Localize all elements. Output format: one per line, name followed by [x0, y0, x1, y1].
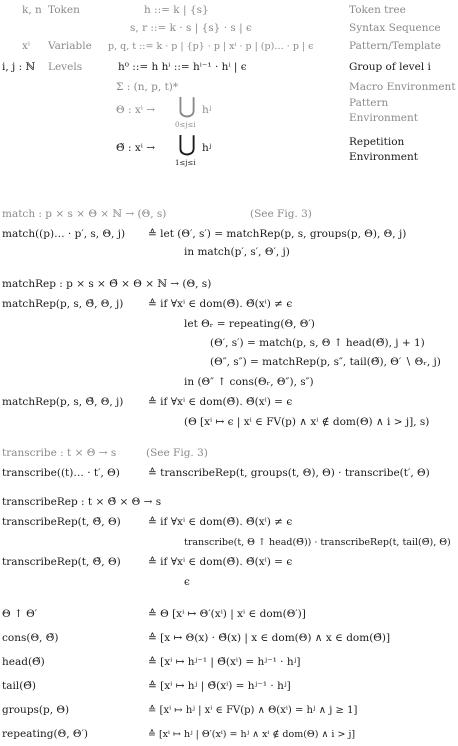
transcribe-rhs: ≙ transcribeRep(t, groups(t, Θ), Θ) · transcribe(t′, Θ) — [148, 467, 430, 479]
match-in-clause: in match(p′, s′, Θ′, j) — [184, 246, 290, 258]
definition-rhs: ≙ [xⁱ ↦ hʲ | Θ′(xⁱ) = hʲ ∧ xⁱ ∉ dom(Θ) ∧ i > j] — [148, 729, 356, 740]
matchrep-in-clause: in (Θ″ ↑ cons(Θᵣ, Θ″), s″) — [184, 376, 314, 388]
definition-rhs: ≙ [xⁱ ↦ hʲ | Θ̃(xⁱ) = hʲ⁻¹ · hʲ] — [148, 680, 291, 692]
union-range: 0≤j≤i — [175, 121, 196, 129]
grammar-description: Pattern/Template — [349, 40, 441, 52]
definition-lhs: Θ ↑ Θ′ — [2, 608, 38, 620]
definition-lhs: tail(Θ̃) — [2, 680, 36, 692]
transcriberep-signature: transcribeRep : t × Θ̃ × Θ → s — [2, 496, 162, 508]
definition-rhs: ≙ Θ [xⁱ ↦ Θ′(xⁱ) | xⁱ ∈ dom(Θ′)] — [148, 608, 306, 620]
matchrep-binding: (Θ″, s″) = matchRep(p, s″, tail(Θ̃), Θ′ ∖ Θᵣ, j) — [210, 356, 441, 368]
transcribe-lhs: transcribe((t)… · t′, Θ) — [2, 467, 120, 479]
matchrep-result: (Θ [xⁱ ↦ ϵ | xⁱ ∈ FV(p) ∧ xⁱ ∉ dom(Θ) ∧ i > j], s) — [184, 416, 430, 428]
grammar-description: Environment — [349, 112, 418, 124]
transcriberep-result: ϵ — [184, 576, 190, 588]
grammar-symbol: k, n — [22, 4, 42, 16]
grammar-description: Group of level i — [349, 61, 431, 73]
definition-lhs: repeating(Θ, Θ′) — [2, 728, 88, 740]
grammar-definition: s, r ::= k · s | {s} · s | ϵ — [130, 22, 252, 34]
matchrep-binding: (Θ′, s′) = match(p, s, Θ ↑ head(Θ̃), j + 1) — [210, 337, 425, 349]
grammar-symbol: i, j : ℕ — [2, 61, 36, 73]
grammar-definition: p, q, t ::= k · p | {p} · p | xⁱ · p | (p)… · p | ϵ — [108, 41, 314, 52]
grammar-definition: h⁰ ::= h hⁱ ::= hⁱ⁻¹ · hⁱ | ϵ — [118, 61, 247, 73]
union-symbol: ⋃ — [178, 132, 197, 157]
grammar-description: Pattern — [349, 97, 389, 109]
matchrep-lhs: matchRep(p, s, Θ̃, Θ, j) — [2, 298, 124, 310]
transcriberep-condition: ≙ if ∀xⁱ ∈ dom(Θ̃). Θ̃(xⁱ) ≠ ϵ — [148, 516, 293, 528]
definition-rhs: ≙ [x ↦ Θ(x) · Θ̃(x) | x ∈ dom(Θ) ∧ x ∈ dom(Θ̃)] — [148, 632, 391, 644]
grammar-description: Token tree — [349, 4, 406, 16]
theta-definition: Θ : xⁱ → — [116, 104, 155, 116]
definition-lhs: head(Θ̃) — [2, 656, 45, 668]
grammar-definition: h ::= k | {s} — [144, 4, 209, 16]
definition-lhs: cons(Θ, Θ̃) — [2, 632, 59, 644]
definition-lhs: groups(p, Θ) — [2, 704, 70, 716]
definition-rhs: ≙ [xⁱ ↦ hʲ | xⁱ ∈ FV(p) ∧ Θ(xⁱ) = hʲ ∧ j ≥ 1] — [148, 705, 358, 716]
transcriberep-lhs: transcribeRep(t, Θ̃, Θ) — [2, 556, 121, 568]
matchrep-condition: ≙ if ∀xⁱ ∈ dom(Θ̃). Θ̃(xⁱ) = ϵ — [148, 396, 293, 408]
grammar-definition: Σ : (n, p, t)* — [116, 81, 179, 93]
theta-codomain: hʲ — [202, 104, 212, 116]
match-lhs: match((p)… · p′, s, Θ, j) — [2, 228, 126, 240]
union-symbol: ⋃ — [178, 94, 197, 119]
grammar-name: Token — [48, 4, 80, 16]
grammar-description: Environment — [349, 151, 418, 163]
union-range: 1≤j≤i — [175, 159, 196, 167]
matchrep-let: let Θᵣ = repeating(Θ, Θ′) — [184, 318, 315, 330]
match-rhs: ≙ let (Θ′, s′) = matchRep(p, s, groups(p, Θ), Θ, j) — [148, 228, 407, 240]
transcriberep-result: transcribe(t, Θ ↑ head(Θ̃)) · transcribeRep(t, tail(Θ̃), Θ) — [184, 537, 451, 548]
definition-rhs: ≙ [xⁱ ↦ hʲ⁻¹ | Θ̃(xⁱ) = hʲ⁻¹ · hʲ] — [148, 656, 301, 668]
match-signature: match : p × s × Θ × ℕ → (Θ, s) — [2, 208, 167, 220]
figure-reference: (See Fig. 3) — [250, 208, 312, 220]
matchrep-signature: matchRep : p × s × Θ̃ × Θ × ℕ → (Θ, s) — [2, 278, 212, 290]
theta-tilde-definition: Θ̃ : xⁱ → — [116, 142, 155, 154]
transcribe-signature: transcribe : t × Θ → s — [2, 447, 117, 459]
grammar-name: Levels — [48, 61, 83, 73]
theta-tilde-codomain: hʲ — [202, 142, 212, 154]
grammar-description: Syntax Sequence — [349, 22, 441, 34]
grammar-description: Macro Environment — [349, 81, 456, 93]
matchrep-lhs: matchRep(p, s, Θ̃, Θ, j) — [2, 396, 124, 408]
transcriberep-lhs: transcribeRep(t, Θ̃, Θ) — [2, 516, 121, 528]
figure-reference: (See Fig. 3) — [146, 447, 208, 459]
grammar-symbol: xⁱ — [22, 40, 31, 52]
grammar-name: Variable — [48, 40, 92, 52]
transcriberep-condition: ≙ if ∀xⁱ ∈ dom(Θ̃). Θ̃(xⁱ) = ϵ — [148, 556, 293, 568]
matchrep-condition: ≙ if ∀xⁱ ∈ dom(Θ̃). Θ̃(xⁱ) ≠ ϵ — [148, 298, 293, 310]
grammar-description: Repetition — [349, 136, 405, 148]
